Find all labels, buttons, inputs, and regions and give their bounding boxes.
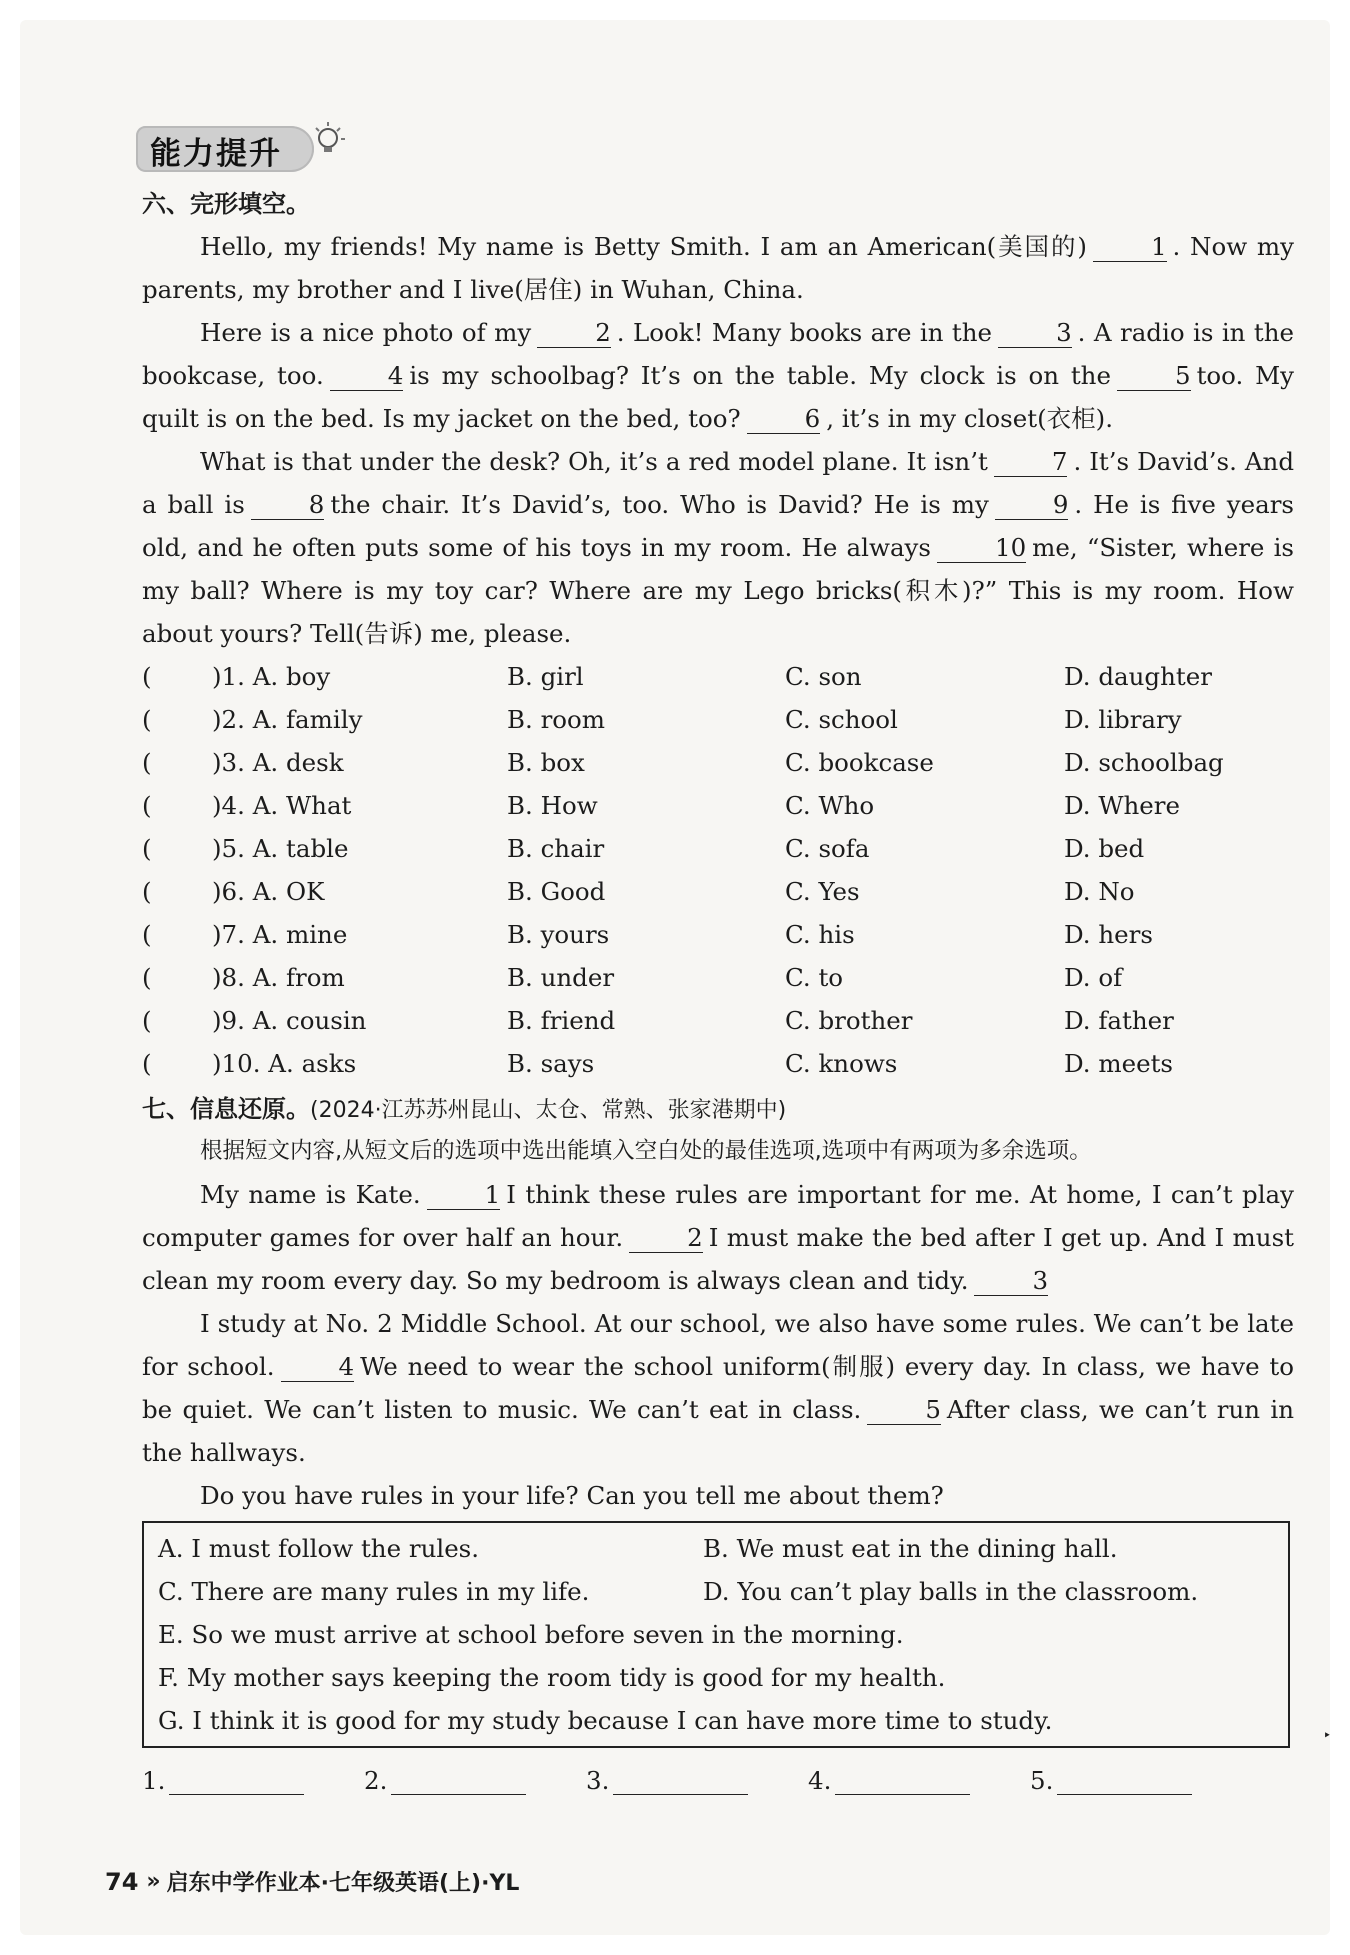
passage-text: We need to wear the school uniform(制服) every day. In class, we have to be quiet. We can’t listen to music. We can’t eat in class. bbox=[142, 1352, 1294, 1424]
question-row bbox=[142, 741, 1294, 784]
question-row bbox=[142, 999, 1294, 1042]
answer-line[interactable] bbox=[1057, 1768, 1192, 1795]
question-row bbox=[142, 913, 1294, 956]
blank-5[interactable]: 5 bbox=[1117, 362, 1191, 391]
option-a: )2. A. family bbox=[212, 705, 363, 734]
question-row bbox=[142, 655, 1294, 698]
option-d: D. hers bbox=[1064, 920, 1153, 949]
option-b: B. Good bbox=[507, 877, 606, 906]
answer-number: 3. bbox=[586, 1766, 610, 1795]
option-a: )10. A. asks bbox=[212, 1049, 357, 1078]
option-b: B. under bbox=[507, 963, 615, 992]
question-stem bbox=[142, 662, 507, 691]
answer-line[interactable] bbox=[613, 1768, 748, 1795]
answer-paren[interactable]: ( bbox=[142, 834, 152, 863]
passage-text: Do you have rules in your life? Can you tell me about them? bbox=[200, 1481, 944, 1510]
option-c: C. son bbox=[785, 662, 862, 691]
passage-text: After class, we can’t run in the hallways. bbox=[142, 1395, 1294, 1467]
page-sheet bbox=[20, 20, 1330, 1935]
section6-paragraph bbox=[142, 225, 1294, 311]
answer-slot[interactable] bbox=[364, 1766, 586, 1795]
section7-paragraph bbox=[142, 1173, 1294, 1302]
passage-text: the chair. It’s David’s, too. Who is David? He is my bbox=[330, 490, 989, 519]
option-c: C. Who bbox=[785, 791, 875, 820]
option-d: D. No bbox=[1064, 877, 1135, 906]
option-d: D. of bbox=[1064, 963, 1123, 992]
option-c: C. There are many rules in my life. bbox=[158, 1577, 590, 1606]
option-d: D. father bbox=[1064, 1006, 1174, 1035]
blank-1[interactable]: 1 bbox=[1093, 233, 1167, 262]
double-chevron-icon: » bbox=[146, 1869, 161, 1894]
option-d: D. schoolbag bbox=[1064, 748, 1224, 777]
option-c: C. sofa bbox=[785, 834, 870, 863]
section7-heading bbox=[142, 1089, 1294, 1124]
options-row bbox=[158, 1613, 1288, 1656]
question-stem bbox=[142, 834, 507, 863]
passage-text: My name is Kate. bbox=[200, 1180, 421, 1209]
section6-paragraph bbox=[142, 311, 1294, 440]
answer-line[interactable] bbox=[169, 1768, 304, 1795]
option-a: )1. A. boy bbox=[212, 662, 331, 691]
answer-slot[interactable] bbox=[808, 1766, 1030, 1795]
question-row bbox=[142, 1042, 1294, 1085]
info-passage bbox=[142, 1173, 1294, 1517]
blank-3[interactable]: 3 bbox=[998, 319, 1072, 348]
answer-paren[interactable]: ( bbox=[142, 877, 152, 906]
passage-text: I study at No. 2 Middle School. At our school, we also have some rules. We can’t be late for school. bbox=[142, 1309, 1294, 1381]
answer-paren[interactable]: ( bbox=[142, 748, 152, 777]
answer-paren[interactable]: ( bbox=[142, 1006, 152, 1035]
lightbulb-icon bbox=[308, 120, 348, 160]
blank-5[interactable]: 5 bbox=[867, 1396, 941, 1425]
option-a: A. I must follow the rules. bbox=[158, 1534, 480, 1563]
blank-2[interactable]: 2 bbox=[629, 1224, 703, 1253]
options-row bbox=[158, 1699, 1288, 1742]
option-c: C. brother bbox=[785, 1006, 913, 1035]
options-row bbox=[158, 1527, 1288, 1570]
cloze-options bbox=[142, 655, 1294, 1085]
option-b: B. chair bbox=[507, 834, 605, 863]
option-a: )8. A. from bbox=[212, 963, 345, 992]
answer-lines bbox=[142, 1766, 1294, 1795]
book-title: 启东中学作业本·七年级英语(上)·YL bbox=[166, 1871, 520, 1896]
page-content bbox=[142, 120, 1294, 1795]
blank-4[interactable]: 4 bbox=[330, 362, 404, 391]
blank-4[interactable]: 4 bbox=[281, 1353, 355, 1382]
option-d: D. daughter bbox=[1064, 662, 1212, 691]
margin-mark: ‣ bbox=[1323, 1728, 1332, 1744]
answer-paren[interactable]: ( bbox=[142, 662, 152, 691]
question-stem bbox=[142, 1006, 507, 1035]
passage-text: . He is five years old, and he often puts some of his toys in my room. He always bbox=[142, 490, 1294, 562]
passage-text: too. My quilt is on the bed. Is my jacket on the bed, too? bbox=[142, 361, 1295, 433]
options-box bbox=[142, 1521, 1290, 1748]
passage-text: What is that under the desk? Oh, it’s a red model plane. It isn’t bbox=[200, 447, 988, 476]
option-a: )4. A. What bbox=[212, 791, 352, 820]
option-f: F. My mother says keeping the room tidy is good for my health. bbox=[158, 1663, 946, 1692]
question-row bbox=[142, 784, 1294, 827]
passage-text: is my schoolbag? It’s on the table. My clock is on the bbox=[409, 361, 1111, 390]
answer-paren[interactable]: ( bbox=[142, 920, 152, 949]
option-b: B. friend bbox=[507, 1006, 616, 1035]
option-a: )5. A. table bbox=[212, 834, 349, 863]
passage-text: Here is a nice photo of my bbox=[200, 318, 532, 347]
blank-3[interactable]: 3 bbox=[974, 1267, 1048, 1296]
answer-slot[interactable] bbox=[1030, 1766, 1252, 1795]
section7-paragraph bbox=[142, 1302, 1294, 1474]
option-e: E. So we must arrive at school before seven in the morning. bbox=[158, 1620, 904, 1649]
cloze-passage bbox=[142, 225, 1294, 655]
options-row bbox=[158, 1656, 1288, 1699]
section6-paragraph bbox=[142, 440, 1294, 655]
answer-line[interactable] bbox=[391, 1768, 526, 1795]
question-stem bbox=[142, 1049, 507, 1078]
option-d: D. You can’t play balls in the classroom. bbox=[703, 1577, 1199, 1606]
question-row bbox=[142, 827, 1294, 870]
passage-text: Hello, my friends! My name is Betty Smith. I am an American(美国的) bbox=[200, 232, 1087, 261]
section6-title: 六、完形填空。 bbox=[142, 190, 310, 218]
option-c: C. to bbox=[785, 963, 844, 992]
option-b: B. yours bbox=[507, 920, 610, 949]
section7-source: (2024·江苏苏州昆山、太仓、常熟、张家港期中) bbox=[310, 1098, 787, 1123]
question-stem bbox=[142, 963, 507, 992]
option-b: B. girl bbox=[507, 662, 584, 691]
question-stem bbox=[142, 705, 507, 734]
option-c: C. school bbox=[785, 705, 898, 734]
options-row bbox=[158, 1570, 1288, 1613]
option-d: D. meets bbox=[1064, 1049, 1173, 1078]
option-c: C. knows bbox=[785, 1049, 898, 1078]
option-b: B. room bbox=[507, 705, 606, 734]
option-d: D. library bbox=[1064, 705, 1182, 734]
option-d: D. bed bbox=[1064, 834, 1145, 863]
option-a: )3. A. desk bbox=[212, 748, 344, 777]
passage-text: I think these rules are important for me. At home, I can’t play computer games for over half an hour. bbox=[142, 1180, 1294, 1252]
option-c: C. his bbox=[785, 920, 855, 949]
option-a: )9. A. cousin bbox=[212, 1006, 367, 1035]
question-row bbox=[142, 956, 1294, 999]
banner-title: 能力提升 bbox=[150, 136, 282, 172]
blank-10[interactable]: 10 bbox=[937, 534, 1026, 563]
passage-text: . A radio is in the bookcase, too. bbox=[142, 318, 1295, 390]
section7-instruction: 根据短文内容,从短文后的选项中选出能填入空白处的最佳选项,选项中有两项为多余选项。 bbox=[200, 1138, 1092, 1164]
section7-paragraph bbox=[142, 1474, 1294, 1517]
passage-text: , it’s in my closet(衣柜). bbox=[826, 404, 1113, 433]
answer-slot[interactable] bbox=[586, 1766, 808, 1795]
question-row bbox=[142, 698, 1294, 741]
passage-text: . Look! Many books are in the bbox=[616, 318, 993, 347]
answer-slot[interactable] bbox=[142, 1766, 364, 1795]
question-stem bbox=[142, 920, 507, 949]
section-banner bbox=[136, 120, 1294, 178]
option-b: B. How bbox=[507, 791, 598, 820]
option-g: G. I think it is good for my study because I can have more time to study. bbox=[158, 1706, 1053, 1735]
blank-8[interactable]: 8 bbox=[251, 491, 325, 520]
answer-number: 1. bbox=[142, 1766, 166, 1795]
answer-paren[interactable]: ( bbox=[142, 963, 152, 992]
passage-text: . Now my parents, my brother and I live(居住) in Wuhan, China. bbox=[142, 232, 1294, 304]
option-b: B. says bbox=[507, 1049, 595, 1078]
answer-paren[interactable]: ( bbox=[142, 705, 152, 734]
page-number: 74 bbox=[105, 1867, 139, 1896]
question-row bbox=[142, 870, 1294, 913]
page-footer bbox=[105, 1866, 519, 1897]
answer-number: 5. bbox=[1030, 1766, 1054, 1795]
question-stem bbox=[142, 791, 507, 820]
answer-number: 2. bbox=[364, 1766, 388, 1795]
answer-line[interactable] bbox=[835, 1768, 970, 1795]
option-b: B. We must eat in the dining hall. bbox=[703, 1534, 1118, 1563]
option-a: )7. A. mine bbox=[212, 920, 348, 949]
question-stem bbox=[142, 877, 507, 906]
blank-1[interactable]: 1 bbox=[427, 1181, 501, 1210]
option-a: )6. A. OK bbox=[212, 877, 325, 906]
answer-number: 4. bbox=[808, 1766, 832, 1795]
option-c: C. Yes bbox=[785, 877, 860, 906]
section7-title: 七、信息还原。 bbox=[142, 1095, 310, 1123]
question-stem bbox=[142, 748, 507, 777]
passage-text: I must make the bed after I get up. And I must clean my room every day. So my bedroom is always clean and tidy. bbox=[142, 1223, 1294, 1295]
option-b: B. box bbox=[507, 748, 585, 777]
blank-9[interactable]: 9 bbox=[995, 491, 1069, 520]
blank-2[interactable]: 2 bbox=[537, 319, 611, 348]
answer-paren[interactable]: ( bbox=[142, 1049, 152, 1078]
passage-text: . It’s David’s. And a ball is bbox=[142, 447, 1294, 519]
option-d: D. Where bbox=[1064, 791, 1181, 820]
blank-7[interactable]: 7 bbox=[994, 448, 1068, 477]
answer-paren[interactable]: ( bbox=[142, 791, 152, 820]
blank-6[interactable]: 6 bbox=[747, 405, 821, 434]
option-c: C. bookcase bbox=[785, 748, 934, 777]
passage-text: me, “Sister, where is my ball? Where is my toy car? Where are my Lego bricks(积木)?” This is my room. How about yours? Tell(告诉) me, please. bbox=[142, 533, 1294, 648]
